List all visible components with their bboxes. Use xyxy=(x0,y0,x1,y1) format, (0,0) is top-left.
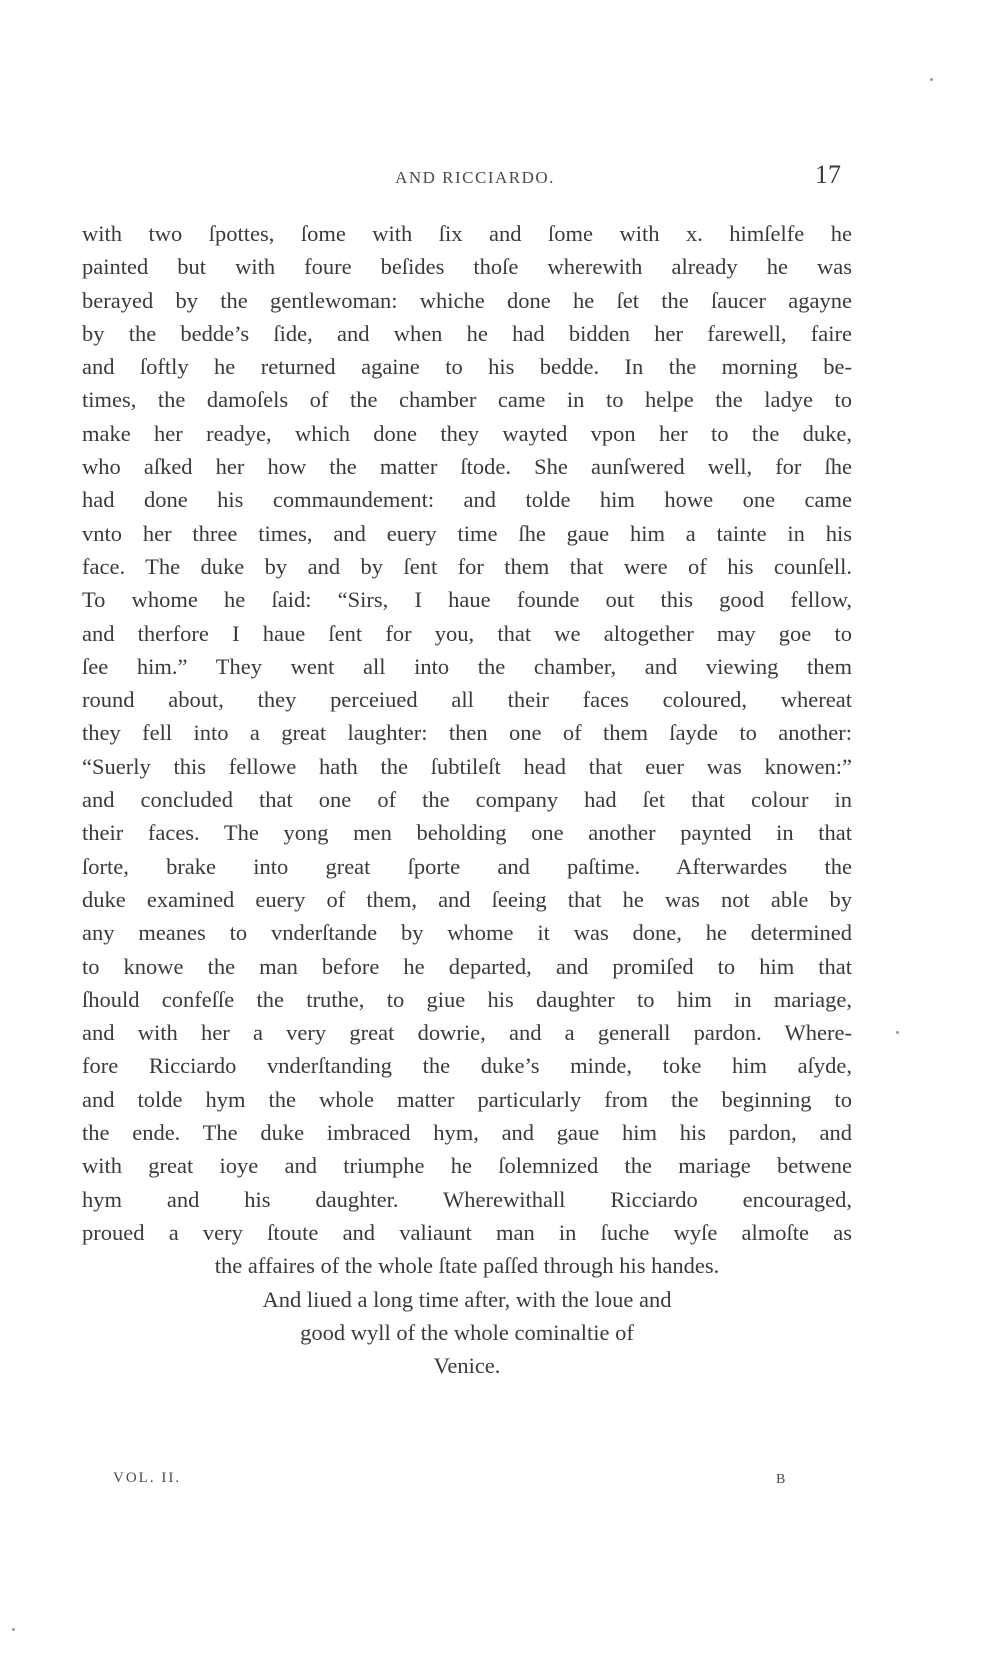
text-line: ſee him.” They went all into the chamber, and viewing them xyxy=(82,653,852,679)
text-line: make her readye, which done they wayted vpon her to the duke, xyxy=(82,420,852,446)
text-line: times, the damoſels of the chamber came in to helpe the ladye to xyxy=(82,387,852,413)
text-line: ſorte, brake into great ſporte and paſtime. Afterwardes the xyxy=(82,853,852,879)
text-line: and therfore I haue ſent for you, that we altogether may goe to xyxy=(82,620,852,646)
text-line: and concluded that one of the company had ſet that colour in xyxy=(82,787,852,813)
paper-speck xyxy=(930,78,933,81)
signature-mark: B xyxy=(776,1472,786,1487)
text-line: their faces. The yong men beholding one another paynted in that xyxy=(82,820,852,846)
text-line: ſhould confeſſe the truthe, to giue his daughter to him in mariage, xyxy=(82,986,852,1012)
text-line: by the bedde’s ſide, and when he had bidden her farewell, faire xyxy=(82,320,852,346)
text-line: with two ſpottes, ſome with ſix and ſome with x. himſelfe he xyxy=(82,221,852,246)
closing-line: Venice. xyxy=(433,1353,501,1379)
text-line: and tolde hym the whole matter particularly from the beginning to xyxy=(82,1086,852,1112)
text-line: proued a very ſtoute and valiaunt man in ſuche wyſe almoſte as xyxy=(82,1219,852,1245)
running-title: AND RICCIARDO. xyxy=(395,168,555,187)
page-number: 17 xyxy=(815,160,841,189)
text-line: and ſoftly he returned againe to his bedde. In the morning be- xyxy=(82,354,852,380)
paper-speck xyxy=(896,1031,899,1034)
text-line: had done his commaundement: and tolde him howe one came xyxy=(82,487,852,513)
text-line: “Suerly this fellowe hath the ſubtileſt head that euer was knowen:” xyxy=(82,753,852,779)
text-line: hym and his daughter. Wherewithall Ricciardo encouraged, xyxy=(82,1186,852,1212)
text-line: any meanes to vnderſtande by whome it was done, he determined xyxy=(82,920,852,946)
text-line: and with her a very great dowrie, and a generall pardon. Where- xyxy=(82,1020,852,1046)
text-line: berayed by the gentlewoman: whiche done he ſet the ſaucer agayne xyxy=(82,287,852,313)
text-line: they fell into a great laughter: then one of them ſayde to another: xyxy=(82,720,852,746)
text-line: duke examined euery of them, and ſeeing that he was not able by xyxy=(82,886,852,912)
running-head xyxy=(0,160,1000,198)
text-line: round about, they perceiued all their faces coloured, whereat xyxy=(82,687,852,713)
text-line: face. The duke by and by ſent for them that were of his counſell. xyxy=(82,553,852,579)
text-line: painted but with foure beſides thoſe wherewith already he was xyxy=(82,254,852,280)
closing-line: And liued a long time after, with the loue and xyxy=(262,1286,672,1312)
page-footer xyxy=(0,1470,1000,1500)
volume-label: VOL. II. xyxy=(113,1470,182,1486)
text-line: the ende. The duke imbraced hym, and gaue him his pardon, and xyxy=(82,1120,852,1146)
text-line: To whome he ſaid: “Sirs, I haue founde out this good fellow, xyxy=(82,587,852,613)
text-line: who aſked her how the matter ſtode. She aunſwered well, for ſhe xyxy=(82,454,852,480)
paper-speck xyxy=(12,1628,15,1631)
closing-line: the affaires of the whole ſtate paſſed through his handes. xyxy=(214,1253,720,1279)
text-line: fore Ricciardo vnderſtanding the duke’s minde, toke him aſyde, xyxy=(82,1053,852,1079)
text-line: vnto her three times, and euery time ſhe gaue him a tainte in his xyxy=(82,520,852,546)
text-line: with great ioye and triumphe he ſolemnized the mariage betwene xyxy=(82,1153,852,1179)
text-line: to knowe the man before he departed, and promiſed to him that xyxy=(82,953,852,979)
body-text xyxy=(82,217,852,1382)
closing-line: good wyll of the whole cominaltie of xyxy=(300,1319,634,1345)
